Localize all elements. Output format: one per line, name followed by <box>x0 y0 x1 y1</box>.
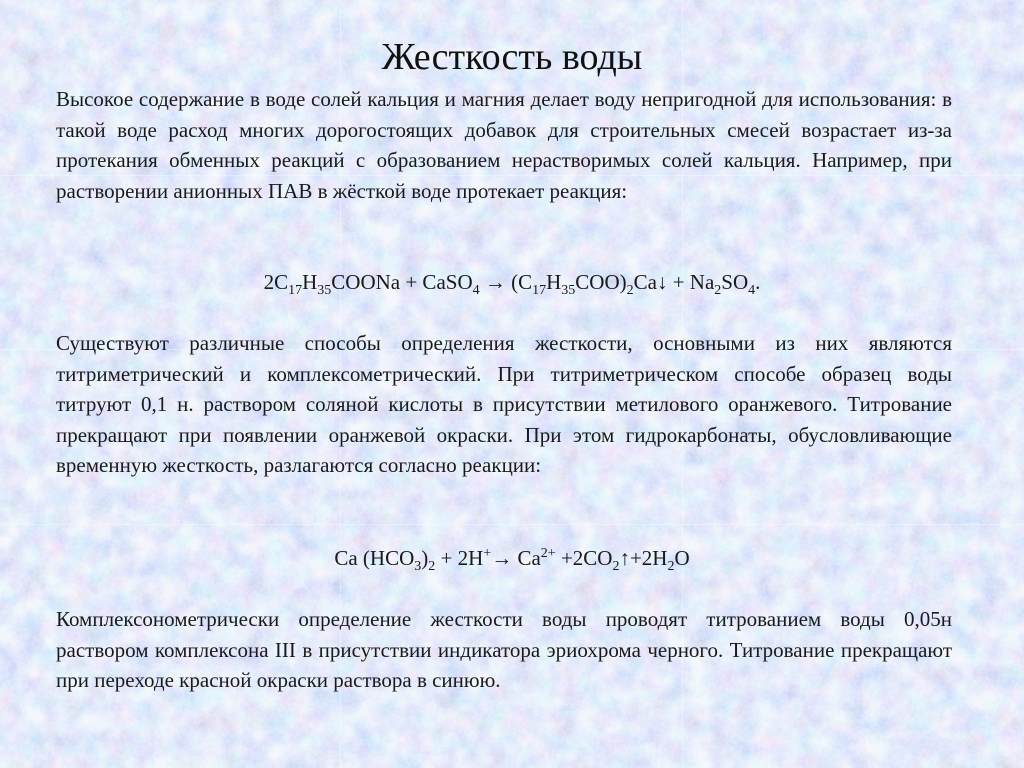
paragraph-titration-methods: Существуют различные способы определения жесткости, основными из них являются титриметрический и комплексометрический. При титриметрическом способе образец воды титруют 0,1 н. раствором соляной кислоты в присутствии метилового оранжевого. Титрование прекращают при появлении оранжевой окраски. При этом гидрокарбонаты, обусловливающие временную жесткость, разлагаются согласно реакции: <box>56 331 952 478</box>
paragraph-complexometric: Комплексонометрически определение жесткости воды проводят титрованием воды 0,05н раствором комплексона III в присутствии индикатора эриохрома черного. Титрование прекращают при переходе красной окраски раствора в синюю. <box>56 607 952 693</box>
tile-seam <box>0 524 1024 525</box>
reaction-equation-surfactant: $2C_{17}H_{35}COONa$ + CaSO$_4$ → $(C_{17}H_{35}COO)_2Ca↓ + Na_2SO_4$. <box>263 270 761 299</box>
slide-title: Жесткость воды <box>381 36 643 78</box>
paragraph-hardness-intro: Высокое содержание в воде солей кальция и магния делает воду непригодной для использования: в такой воде расход многих дорогостоящих добавок для строительных смесей возрастает из-за протекания обменных реакций с образованием нерастворимых солей кальция. Например, при растворении анионных ПАВ в жёсткой воде протекает реакция: <box>56 87 952 203</box>
reaction-equation-bicarbonate: Ca $(HCO_3)_2 + 2H^+\to Ca^{2+}$ $+2CO_2↑+2H_2O$ <box>334 546 690 575</box>
